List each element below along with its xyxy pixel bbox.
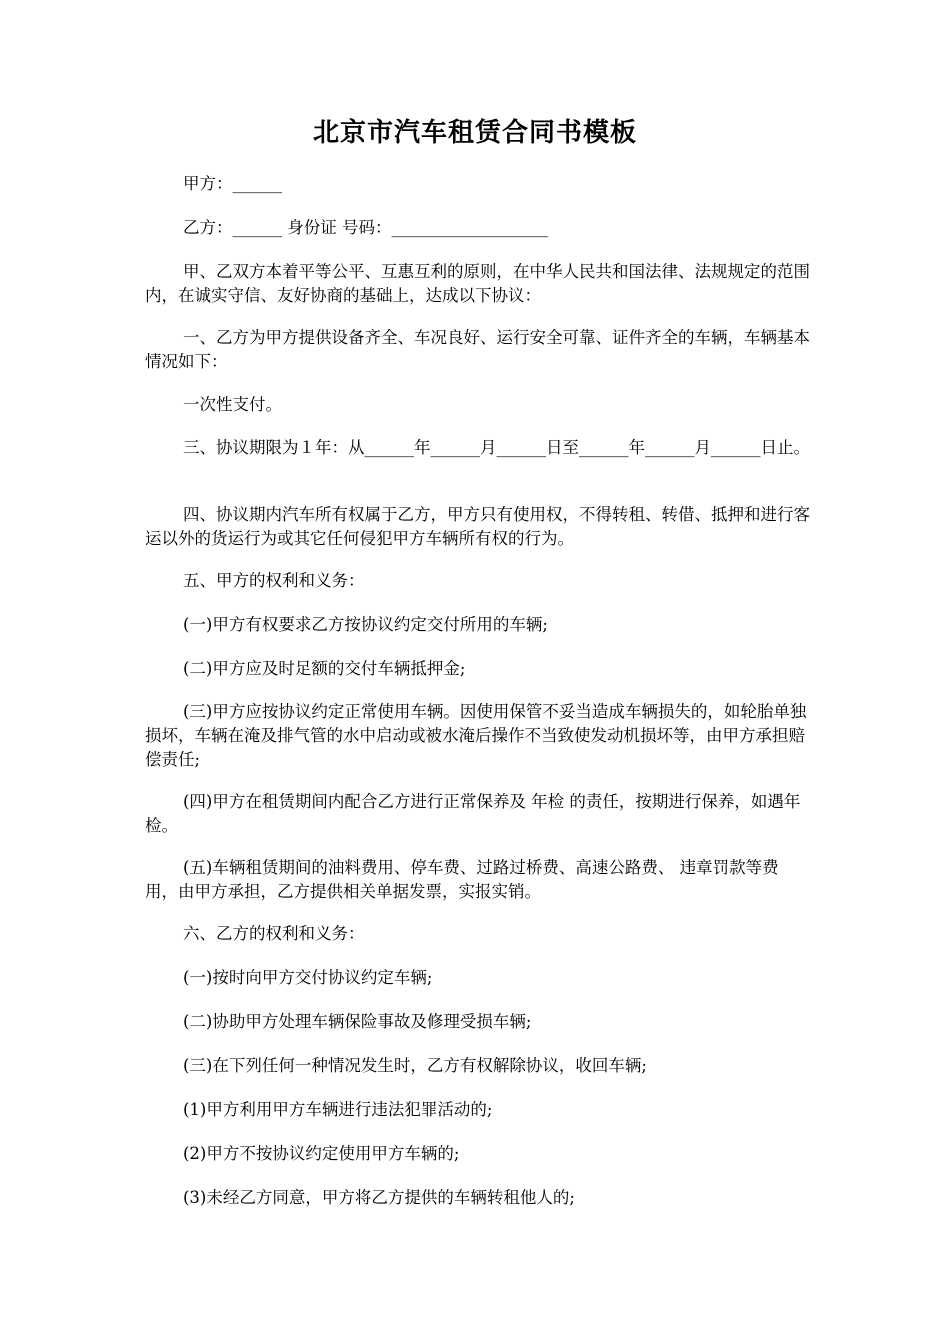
paragraph-preamble: 甲、乙双方本着平等公平、互惠互利的原则，在中华人民共和国法律、法规规定的范围内，在诚实守信、友好协商的基础上，达成以下协议： — [145, 262, 810, 305]
paragraph-clause-6-1: (一)按时向甲方交付协议约定车辆; — [183, 968, 433, 987]
paragraph-clause-5-4: (四)甲方在租赁期间内配合乙方进行正常保养及 年检 的责任，按期进行保养，如遇年检。 — [145, 792, 801, 835]
document-title: 北京市汽车租赁合同书模板 — [312, 118, 637, 148]
paragraph-clause-5-heading: 五、甲方的权利和义务： — [183, 571, 365, 590]
paragraph-clause-6-2: (二)协助甲方处理车辆保险事故及修理受损车辆; — [183, 1012, 532, 1031]
paragraph-clause-6-heading: 六、乙方的权利和义务： — [183, 924, 365, 943]
paragraph-party-b: 乙方：______ 身份证 号码：___________________ — [183, 218, 549, 237]
paragraph-clause-6-3-item-3: (3)未经乙方同意，甲方将乙方提供的车辆转租他人的; — [183, 1188, 575, 1207]
paragraph-clause-5-2: (二)甲方应及时足额的交付车辆抵押金; — [183, 659, 466, 678]
paragraph-clause-3: 三、协议期限为１年：从______年______月______日至______年______月______日止。 — [183, 438, 810, 457]
paragraph-clause-4: 四、协议期内汽车所有权属于乙方，甲方只有使用权，不得转租、转借、抵押和进行客运以外的货运行为或其它任何侵犯甲方车辆所有权的行为。 — [145, 505, 810, 548]
paragraph-party-a: 甲方：______ — [183, 174, 282, 193]
paragraph-clause-6-3-item-2: (2)甲方不按协议约定使用甲方车辆的; — [183, 1144, 460, 1163]
paragraph-clause-6-3: (三)在下列任何一种情况发生时，乙方有权解除协议，收回车辆; — [183, 1056, 647, 1075]
paragraph-clause-1: 一、乙方为甲方提供设备齐全、车况良好、运行安全可靠、证件齐全的车辆，车辆基本情况如下： — [145, 328, 810, 371]
paragraph-clause-5-3: (三)甲方应按协议约定正常使用车辆。因使用保管不妥当造成车辆损失的，如轮胎单独损坏，车辆在淹及排气管的水中启动或被水淹后操作不当致使发动机损坏等，由甲方承担赔偿责任; — [145, 702, 807, 769]
paragraph-clause-5-1: (一)甲方有权要求乙方按协议约定交付所用的车辆; — [183, 615, 548, 634]
paragraph-payment: 一次性支付。 — [183, 395, 282, 414]
paragraph-clause-5-5: (五)车辆租赁期间的油料费用、停车费、过路过桥费、高速公路费、 违章罚款等费用，由甲方承担，乙方提供相关单据发票，实报实销。 — [145, 858, 779, 901]
paragraph-clause-6-3-item-1: (1)甲方利用甲方车辆进行违法犯罪活动的; — [183, 1100, 493, 1119]
